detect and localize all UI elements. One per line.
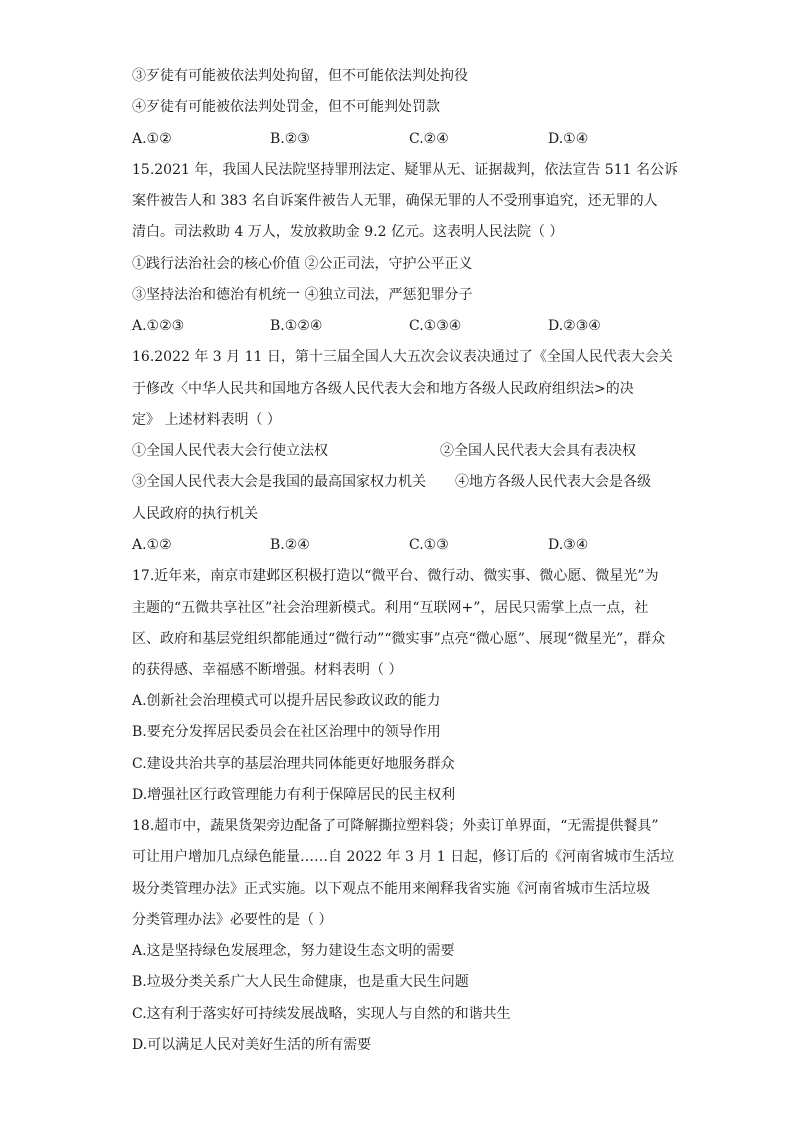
statement-pair xyxy=(132,472,662,492)
question-text-line: 的获得感、幸福感不断增强。材料表明（ ） xyxy=(132,662,403,678)
option-a: A.①②③ xyxy=(132,318,185,334)
statement-4: ④歹徒有可能被依法判处罚金，但不可能判处罚款 xyxy=(132,99,440,115)
option-c: C.①③④ xyxy=(409,318,462,334)
option-d: D.可以满足人民对美好生活的所有需要 xyxy=(132,1037,372,1053)
option-d: D.增强社区行政管理能力有利于保障居民的民主权利 xyxy=(132,787,456,803)
statement-1: ①全国人民代表大会行使立法权 xyxy=(132,443,328,459)
statement-3: ③全国人民代表大会是我国的最高国家权力机关 xyxy=(132,474,426,490)
statement-3: ③歹徒有可能被依法判处拘留，但不可能依法判处拘役 xyxy=(132,68,468,84)
statement-2: ②全国人民代表大会具有表决权 xyxy=(440,443,636,459)
statement-line: ③坚持法治和德治有机统一 ④独立司法，严惩犯罪分子 xyxy=(132,287,473,303)
option-c: C.这有利于落实好可持续发展战略，实现人与自然的和谐共生 xyxy=(132,1006,511,1022)
option-d: D.①④ xyxy=(548,131,589,147)
question-text-line: 17.近年来，南京市建邺区积极打造以“微平台、微行动、微实事、微心愿、微星光”为 xyxy=(132,568,659,584)
statement-4-continued: 人民政府的执行机关 xyxy=(132,506,258,522)
question-text-line: 分类管理办法》必要性的是（ ） xyxy=(132,912,333,928)
option-d: D.②③④ xyxy=(548,318,601,334)
option-b: B.垃圾分类关系广大人民生命健康，也是重大民生问题 xyxy=(132,974,469,990)
q15-options xyxy=(132,316,652,336)
option-c: C.建设共治共享的基层治理共同体能更好地服务群众 xyxy=(132,756,455,772)
question-text-line: 区、政府和基层党组织都能通过“微行动”“微实事”点亮“微心愿”、展现“微星光”，群众 xyxy=(132,631,666,647)
option-c: C.②④ xyxy=(409,131,449,147)
question-text-line: 案件被告人和 383 名自诉案件被告人无罪，确保无罪的人不受刑事追究，还无罪的人 xyxy=(132,193,658,209)
option-c: C.①③ xyxy=(409,537,449,553)
option-b: B.②③ xyxy=(270,131,310,147)
question-text-line: 主题的“五微共享社区”社会治理新模式。利用“互联网+”，居民只需掌上点一点，社 xyxy=(132,600,649,616)
statement-4: ④地方各级人民代表大会是各级 xyxy=(455,474,651,490)
question-text-line: 18.超市中，蔬果货架旁边配备了可降解撕拉塑料袋；外卖订单界面，“无需提供餐具” xyxy=(132,818,659,834)
question-text-line: 清白。司法救助 4 万人，发放救助金 9.2 亿元。这表明人民法院（ ） xyxy=(132,224,564,240)
option-b: B.②④ xyxy=(270,537,310,553)
question-text-line: 16.2022 年 3 月 11 日，第十三届全国人大五次会议表决通过了《全国人民代表大会关 xyxy=(132,349,673,365)
option-a: A.①② xyxy=(132,131,172,147)
statement-pair xyxy=(132,441,662,461)
question-text-line: 定》 上述材料表明（ ） xyxy=(132,412,281,428)
option-a: A.创新社会治理模式可以提升居民参政议政的能力 xyxy=(132,693,441,709)
option-a: A.这是坚持绿色发展理念，努力建设生态文明的需要 xyxy=(132,943,455,959)
option-d: D.③④ xyxy=(548,537,589,553)
prev-options xyxy=(132,129,652,149)
option-b: B.要充分发挥居民委员会在社区治理中的领导作用 xyxy=(132,724,441,740)
q16-options xyxy=(132,535,652,555)
question-text-line: 15.2021 年，我国人民法院坚持罪刑法定、疑罪从无、证据裁判，依法宣告 511 名公诉 xyxy=(132,162,678,178)
question-text-line: 圾分类管理办法》正式实施。以下观点不能用来阐释我省实施《河南省城市生活垃圾 xyxy=(132,881,650,897)
question-text-line: 于修改〈中华人民共和国地方各级人民代表大会和地方各级人民政府组织法>的决 xyxy=(132,381,634,397)
option-a: A.①② xyxy=(132,537,172,553)
question-text-line: 可让用户增加几点绿色能量……自 2022 年 3 月 1 日起，修订后的《河南省城市生活垃 xyxy=(132,849,675,865)
option-b: B.①②④ xyxy=(270,318,323,334)
statement-line: ①践行法治社会的核心价值 ②公正司法，守护公平正义 xyxy=(132,256,473,272)
